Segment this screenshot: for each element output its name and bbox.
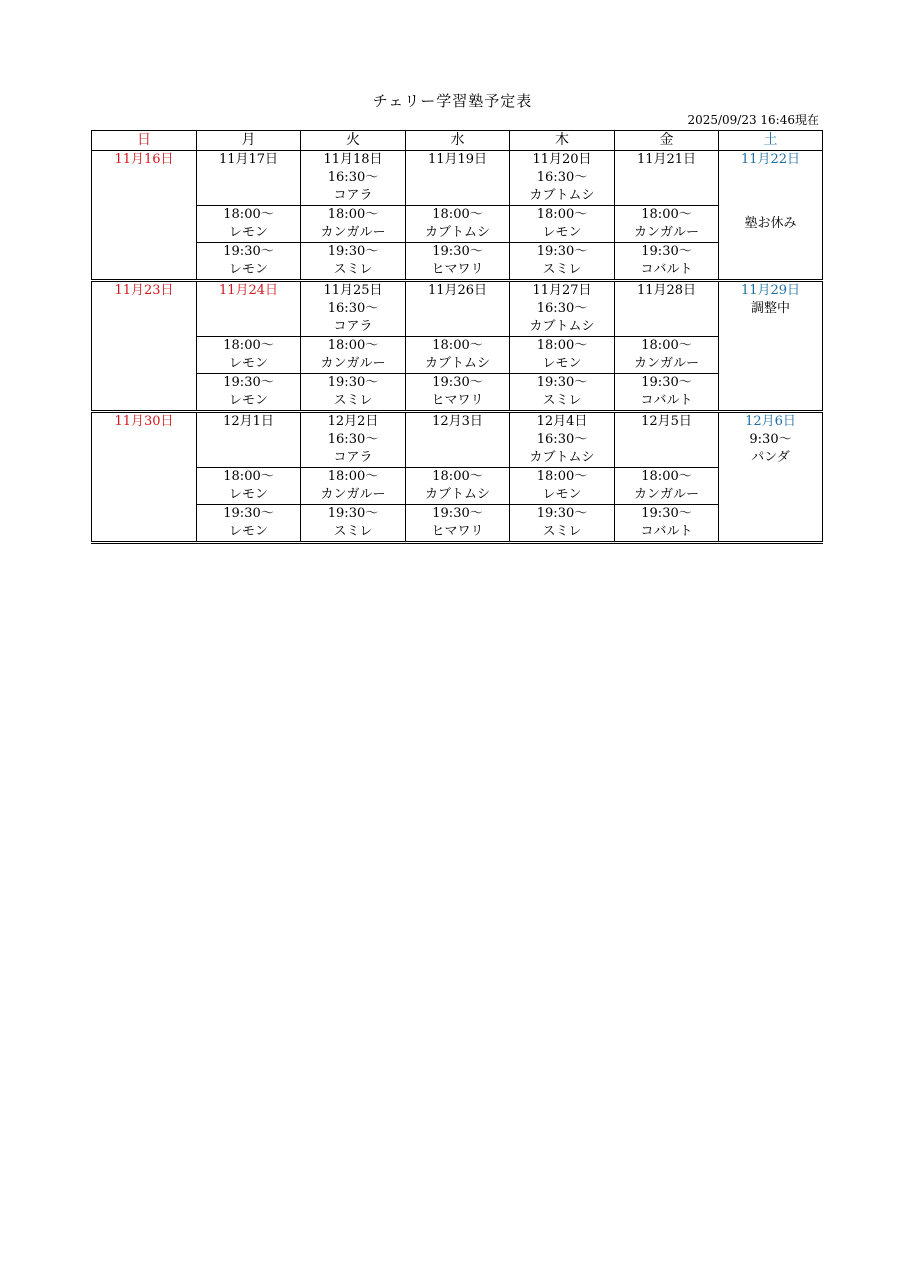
header-sunday: 日 (92, 131, 197, 151)
lesson-class: レモン (228, 356, 268, 371)
week-3-slot-1800-row (92, 468, 823, 505)
week-3-slot-1930-row (92, 505, 823, 543)
lesson-cell (615, 243, 719, 281)
week-2-monday-cell (197, 281, 301, 337)
saturday-note: 塾お休み (744, 216, 797, 231)
lesson-class: レモン (542, 225, 582, 240)
lesson-time: 19:30～ (223, 375, 274, 390)
lesson-class: カンガルー (320, 487, 386, 502)
lesson-class: カンガルー (633, 356, 699, 371)
lesson-class: レモン (542, 356, 582, 371)
week-3-tuesday-cell (301, 412, 406, 468)
lesson-class: ヒマワリ (431, 393, 484, 408)
week-1-slot-1930-row (92, 243, 823, 281)
saturday-date: 11月29日 (740, 283, 801, 298)
week-3-friday-cell (615, 412, 719, 468)
lesson-cell (615, 206, 719, 243)
lesson-class: コアラ (333, 188, 373, 203)
week-2-tuesday-cell (301, 281, 406, 337)
week-1-date-row (92, 151, 823, 206)
monday-date: 11月17日 (218, 152, 279, 167)
lesson-cell (406, 243, 510, 281)
lesson-class: カブトムシ (529, 188, 595, 203)
lesson-time: 18:00～ (327, 338, 379, 353)
lesson-cell (406, 206, 510, 243)
week-2-saturday-cell (719, 281, 823, 412)
friday-date: 12月5日 (641, 414, 692, 429)
lesson-cell (197, 337, 301, 374)
lesson-time: 19:30～ (432, 244, 483, 259)
page-title: チェリー学習塾予定表 (372, 92, 533, 110)
lesson-time: 16:30～ (327, 301, 379, 316)
lesson-cell (197, 374, 301, 412)
lesson-time: 19:30～ (641, 506, 692, 521)
tuesday-date: 11月25日 (323, 283, 383, 298)
week-3-sunday-cell (92, 412, 197, 543)
lesson-cell (510, 206, 615, 243)
lesson-time: 19:30～ (327, 375, 379, 390)
lesson-class: カブトムシ (424, 356, 490, 371)
lesson-class: スミレ (333, 262, 373, 277)
week-2-wednesday-cell (406, 281, 510, 337)
lesson-class: レモン (228, 225, 268, 240)
monday-date: 12月1日 (223, 414, 274, 429)
lesson-cell (510, 243, 615, 281)
lesson-time: 19:30～ (536, 244, 588, 259)
week-1-saturday-cell (719, 151, 823, 281)
header-wednesday: 水 (406, 131, 510, 151)
week-2-date-row (92, 281, 823, 337)
lesson-time: 18:00～ (536, 469, 588, 484)
lesson-time: 18:00～ (641, 338, 692, 353)
lesson-class: レモン (228, 524, 268, 539)
lesson-cell (510, 337, 615, 374)
week-2-slot-1930-row (92, 374, 823, 412)
lesson-cell (615, 468, 719, 505)
lesson-time: 9:30～ (749, 432, 792, 447)
week-3-monday-cell (197, 412, 301, 468)
lesson-class: カブトムシ (424, 225, 490, 240)
lesson-time: 18:00～ (223, 338, 274, 353)
holiday-date: 11月24日 (218, 283, 279, 298)
wednesday-date: 11月26日 (427, 283, 488, 298)
week-1-slot-1800-row (92, 206, 823, 243)
header-saturday: 土 (719, 131, 823, 151)
lesson-time: 19:30～ (432, 506, 483, 521)
lesson-class: スミレ (333, 524, 373, 539)
lesson-class: レモン (228, 487, 268, 502)
tuesday-date: 11月18日 (323, 152, 383, 167)
lesson-cell (301, 468, 406, 505)
lesson-class: ヒマワリ (431, 262, 484, 277)
lesson-cell (510, 468, 615, 505)
lesson-cell (615, 337, 719, 374)
friday-date: 11月28日 (636, 283, 697, 298)
lesson-cell (406, 374, 510, 412)
lesson-time: 16:30～ (327, 170, 379, 185)
thursday-date: 11月20日 (532, 152, 592, 167)
lesson-time: 18:00～ (223, 207, 274, 222)
lesson-time: 19:30～ (641, 375, 692, 390)
thursday-date: 12月4日 (536, 414, 588, 429)
lesson-cell (510, 374, 615, 412)
lesson-cell (301, 505, 406, 543)
header-tuesday: 火 (301, 131, 406, 151)
lesson-class: パンダ (751, 450, 790, 465)
week-1-monday-cell (197, 151, 301, 206)
week-2-slot-1800-row (92, 337, 823, 374)
week-2-friday-cell (615, 281, 719, 337)
lesson-class: カンガルー (633, 487, 699, 502)
saturday-date: 12月6日 (745, 414, 796, 429)
lesson-cell (510, 505, 615, 543)
lesson-class: ヒマワリ (431, 524, 484, 539)
lesson-class: スミレ (542, 393, 582, 408)
lesson-time: 18:00～ (432, 338, 483, 353)
lesson-time: 18:00～ (223, 469, 274, 484)
wednesday-date: 11月19日 (427, 152, 488, 167)
lesson-time: 18:00～ (327, 207, 379, 222)
lesson-class: コバルト (640, 524, 693, 539)
week-1-friday-cell (615, 151, 719, 206)
lesson-cell (406, 337, 510, 374)
lesson-cell (197, 243, 301, 281)
lesson-class: レモン (542, 487, 582, 502)
lesson-cell (615, 374, 719, 412)
updated-timestamp: 2025/09/23 16:46現在 (687, 113, 819, 127)
schedule-table (91, 130, 823, 544)
weekday-header-row (92, 131, 823, 151)
lesson-class: カンガルー (633, 225, 699, 240)
lesson-time: 18:00～ (641, 207, 692, 222)
lesson-class: レモン (228, 262, 268, 277)
saturday-date: 11月22日 (740, 152, 801, 167)
lesson-class: レモン (228, 393, 268, 408)
week-3-saturday-cell (719, 412, 823, 543)
week-3-wednesday-cell (406, 412, 510, 468)
lesson-class: コアラ (333, 450, 373, 465)
lesson-time: 19:30～ (327, 506, 379, 521)
week-3-thursday-cell (510, 412, 615, 468)
lesson-cell (406, 468, 510, 505)
lesson-time: 16:30～ (536, 432, 588, 447)
sunday-date: 11月16日 (114, 152, 174, 167)
week-3-date-row (92, 412, 823, 468)
week-1-thursday-cell (510, 151, 615, 206)
lesson-class: コバルト (640, 262, 693, 277)
thursday-date: 11月27日 (532, 283, 592, 298)
lesson-time: 19:30～ (536, 375, 588, 390)
lesson-time: 19:30～ (223, 244, 274, 259)
sunday-date: 11月30日 (114, 414, 174, 429)
week-2-thursday-cell (510, 281, 615, 337)
lesson-time: 18:00～ (432, 469, 483, 484)
lesson-cell (615, 505, 719, 543)
lesson-cell (197, 468, 301, 505)
lesson-time: 18:00～ (327, 469, 379, 484)
lesson-class: コアラ (333, 319, 373, 334)
lesson-class: カンガルー (320, 356, 386, 371)
lesson-class: スミレ (542, 524, 582, 539)
header-monday: 月 (197, 131, 301, 151)
lesson-time: 19:30～ (536, 506, 588, 521)
lesson-time: 19:30～ (641, 244, 692, 259)
lesson-class: コバルト (640, 393, 693, 408)
tuesday-date: 12月2日 (327, 414, 379, 429)
lesson-class: カブトムシ (529, 450, 595, 465)
lesson-class: カブトムシ (529, 319, 595, 334)
lesson-time: 16:30～ (536, 301, 588, 316)
lesson-time: 18:00～ (641, 469, 692, 484)
lesson-time: 18:00～ (536, 338, 588, 353)
header-thursday: 木 (510, 131, 615, 151)
lesson-time: 19:30～ (432, 375, 483, 390)
lesson-cell (301, 206, 406, 243)
lesson-cell (197, 505, 301, 543)
sunday-date: 11月23日 (114, 283, 174, 298)
lesson-cell (301, 374, 406, 412)
lesson-class: カブトムシ (424, 487, 490, 502)
lesson-time: 19:30～ (327, 244, 379, 259)
lesson-time: 19:30～ (223, 506, 274, 521)
week-1-wednesday-cell (406, 151, 510, 206)
lesson-class: スミレ (333, 393, 373, 408)
lesson-time: 18:00～ (432, 207, 483, 222)
header-friday: 金 (615, 131, 719, 151)
lesson-class: スミレ (542, 262, 582, 277)
week-1-tuesday-cell (301, 151, 406, 206)
lesson-time: 16:30～ (536, 170, 588, 185)
lesson-cell (197, 206, 301, 243)
lesson-cell (301, 337, 406, 374)
lesson-class: カンガルー (320, 225, 386, 240)
lesson-cell (406, 505, 510, 543)
wednesday-date: 12月3日 (432, 414, 483, 429)
saturday-note: 調整中 (750, 301, 790, 316)
week-1-sunday-cell (92, 151, 197, 281)
week-2-sunday-cell (92, 281, 197, 412)
friday-date: 11月21日 (636, 152, 697, 167)
lesson-cell (301, 243, 406, 281)
lesson-time: 18:00～ (536, 207, 588, 222)
lesson-time: 16:30～ (327, 432, 379, 447)
